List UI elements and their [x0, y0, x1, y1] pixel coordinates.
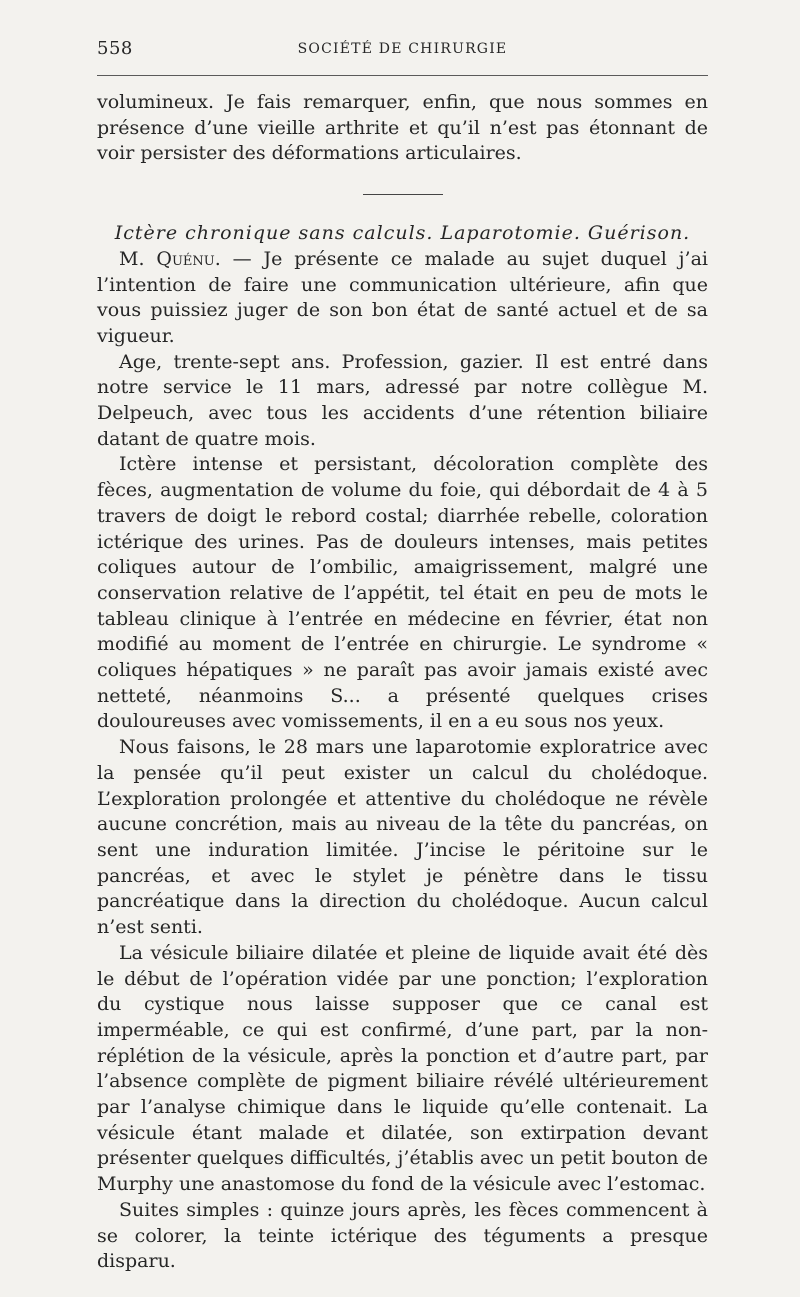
body-paragraph: Suites simples : quinze jours après, les fèces commencent à se colorer, la teinte ictérique des téguments a presque disparu.	[97, 1198, 708, 1273]
speaker-name: M. Quénu.	[119, 247, 221, 270]
speaker-text: — Je présente ce malade au sujet duquel j’ai l’intention de faire une communication ultérieure, afin que vous puissiez juger de son bon état de santé actuel et de sa vigueur.	[97, 247, 708, 347]
body-paragraph: Age, trente-sept ans. Profession, gazier. Il est entré dans notre service le 11 mars, adressé par notre collègue M. Delpeuch, avec tous les accidents d’une rétention biliaire datant de quatre mois.	[97, 350, 708, 450]
body-paragraph: Nous faisons, le 28 mars une laparotomie exploratrice avec la pensée qu’il peut exister un calcul du cholédoque. L’exploration prolongée et attentive du cholédoque ne révèle aucune concrétion, mais au niveau de la tête du pancréas, on sent une induration limitée. J’incise le péritoine sur le pancréas, et avec le stylet je pénètre dans le tissu pancréatique dans la direction du cholédoque. Aucun calcul n’est senti.	[97, 736, 708, 939]
section-divider	[363, 194, 443, 195]
page-header	[97, 38, 708, 62]
section-title: Ictère chronique sans calculs. Laparotomie. Guérison.	[114, 222, 691, 245]
speaker-paragraph	[97, 247, 708, 350]
header-rule	[97, 75, 708, 76]
continuation-paragraph: volumineux. Je fais remarquer, enfin, que nous sommes en présence d’une vieille arthrite et qu’il n’est pas étonnant de voir persister des déformations articulaires.	[97, 91, 708, 165]
body-paragraph: La vésicule biliaire dilatée et pleine de liquide avait été dès le début de l’opération vidée par une ponction; l’exploration du cystique nous laisse supposer que ce canal est imperméable, ce qui est confirmé, d’une part, par la non-réplétion de la vésicule, après la ponction et d’autre part, par l’absence complète de pigment biliaire révélé ultérieurement par l’analyse chimique dans le liquide qu’elle contenait. La vésicule étant malade et dilatée, son extirpation devant présenter quelques difficultés, j’établis avec un petit bouton de Murphy une anastomose du fond de la vésicule avec l’estomac.	[97, 941, 708, 1196]
body-paragraph: Ictère intense et persistant, décoloration complète des fèces, augmentation de volume du foie, qui débordait de 4 à 5 travers de doigt le rebord costal; diarrhée rebelle, coloration ictérique des urines. Pas de douleurs intenses, mais petites coliques autour de l’ombilic, amaigrissement, malgré une conservation relative de l’appétit, tel était en peu de mots le tableau clinique à l’entrée en médecine en février, état non modifié au moment de l’entrée en chirurgie. Le syndrome « coliques hépatiques » ne paraît pas avoir jamais existé avec netteté, néanmoins S... a présenté quelques crises douloureuses avec vomissements, il en a eu sous nos yeux.	[97, 453, 708, 733]
page-body	[97, 90, 708, 1275]
page-number: 558	[97, 38, 133, 59]
running-title: SOCIÉTÉ DE CHIRURGIE	[297, 41, 508, 57]
